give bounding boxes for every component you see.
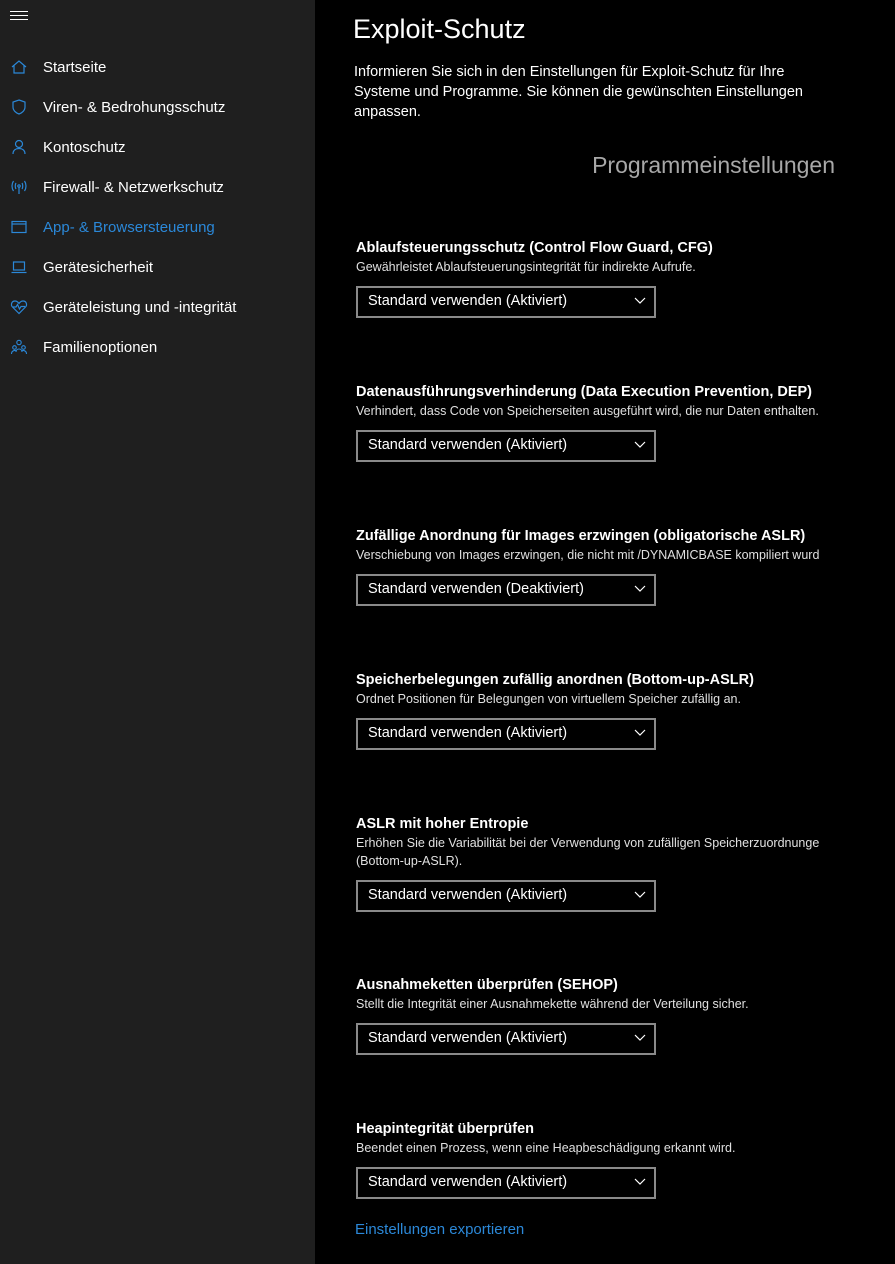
home-icon xyxy=(10,58,28,76)
sidebar-item-home[interactable] xyxy=(0,47,315,87)
setting-title: Datenausführungsverhinderung (Data Execution Prevention, DEP) xyxy=(356,384,813,400)
dropdown-value: Standard verwenden (Aktiviert) xyxy=(368,1174,568,1190)
sidebar-item-label: Kontoschutz xyxy=(43,138,126,156)
chevron-down-icon xyxy=(634,441,646,449)
setting-high-entropy-aslr xyxy=(356,815,856,912)
person-icon xyxy=(10,138,28,156)
dropdown-value: Standard verwenden (Aktiviert) xyxy=(368,293,568,309)
antenna-icon xyxy=(10,178,28,196)
setting-dep xyxy=(356,383,856,462)
setting-bottom-up-aslr xyxy=(356,671,856,750)
heart-pulse-icon xyxy=(10,298,28,316)
chevron-down-icon xyxy=(634,891,646,899)
family-icon xyxy=(10,338,28,356)
sidebar-item-label: Viren- & Bedrohungsschutz xyxy=(43,98,226,116)
sidebar-item-label: App- & Browsersteuerung xyxy=(43,218,215,236)
dropdown-value: Standard verwenden (Aktiviert) xyxy=(368,725,568,741)
chevron-down-icon xyxy=(634,1178,646,1186)
sidebar-item-device-security[interactable] xyxy=(0,247,315,287)
high-entropy-aslr-dropdown[interactable] xyxy=(356,880,656,912)
export-settings-link[interactable]: Einstellungen exportieren xyxy=(355,1221,525,1238)
sidebar-item-virus-protection[interactable] xyxy=(0,87,315,127)
setting-sehop xyxy=(356,976,856,1055)
setting-heap-integrity xyxy=(356,1120,856,1199)
heap-integrity-dropdown[interactable] xyxy=(356,1167,656,1199)
chevron-down-icon xyxy=(634,729,646,737)
setting-description: Ordnet Positionen für Belegungen von virtuellem Speicher zufällig an. xyxy=(356,692,741,706)
setting-title: Heapintegrität überprüfen xyxy=(356,1121,535,1137)
laptop-icon xyxy=(10,258,28,276)
sidebar-item-label: Familienoptionen xyxy=(43,338,158,356)
sidebar-item-label: Geräteleistung und -integrität xyxy=(43,298,237,316)
sidebar-item-account-protection[interactable] xyxy=(0,127,315,167)
app-window-icon xyxy=(10,218,28,236)
setting-title: ASLR mit hoher Entropie xyxy=(356,816,529,832)
dropdown-value: Standard verwenden (Deaktiviert) xyxy=(368,581,584,597)
setting-title: Ausnahmeketten überprüfen (SEHOP) xyxy=(356,977,618,993)
page-title: Exploit-Schutz xyxy=(353,14,526,44)
setting-description: Gewährleistet Ablaufsteuerungsintegrität für indirekte Aufrufe. xyxy=(356,260,696,274)
sidebar-item-firewall[interactable] xyxy=(0,167,315,207)
dropdown-value: Standard verwenden (Aktiviert) xyxy=(368,437,568,453)
shield-icon xyxy=(10,98,28,116)
hamburger-menu-icon[interactable] xyxy=(10,8,28,22)
dep-dropdown[interactable] xyxy=(356,430,656,462)
chevron-down-icon xyxy=(634,1034,646,1042)
sidebar-item-label: Startseite xyxy=(43,58,107,76)
setting-description: Verhindert, dass Code von Speicherseiten ausgeführt wird, die nur Daten enthalten. xyxy=(356,404,819,418)
main-content xyxy=(315,0,895,1264)
sehop-dropdown[interactable] xyxy=(356,1023,656,1055)
sidebar-item-app-browser-control[interactable] xyxy=(0,207,315,247)
sidebar xyxy=(0,0,315,1264)
section-title: Programmeinstellungen xyxy=(592,152,835,178)
setting-description: Verschiebung von Images erzwingen, die nicht mit /DYNAMICBASE kompiliert wurd xyxy=(356,548,820,562)
mandatory-aslr-dropdown[interactable] xyxy=(356,574,656,606)
setting-description: Stellt die Integrität einer Ausnahmekette während der Verteilung sicher. xyxy=(356,997,749,1011)
sidebar-item-device-performance[interactable] xyxy=(0,287,315,327)
page-description: Informieren Sie sich in den Einstellungen für Exploit-Schutz für Ihre Systeme und Programme. Sie können die gewünschten Einstellungen anpassen. xyxy=(354,64,803,120)
chevron-down-icon xyxy=(634,297,646,305)
setting-cfg xyxy=(356,239,856,318)
setting-description: Erhöhen Sie die Variabilität bei der Verwendung von zufälligen Speicherzuordnunge (Bottom-up-ASLR). xyxy=(356,836,820,868)
bottom-up-aslr-dropdown[interactable] xyxy=(356,718,656,750)
setting-title: Speicherbelegungen zufällig anordnen (Bottom-up-ASLR) xyxy=(356,672,754,688)
chevron-down-icon xyxy=(634,585,646,593)
sidebar-item-label: Firewall- & Netzwerkschutz xyxy=(43,178,224,196)
sidebar-item-family-options[interactable] xyxy=(0,327,315,367)
sidebar-item-label: Gerätesicherheit xyxy=(43,258,154,276)
setting-description: Beendet einen Prozess, wenn eine Heapbeschädigung erkannt wird. xyxy=(356,1141,736,1155)
dropdown-value: Standard verwenden (Aktiviert) xyxy=(368,887,568,903)
setting-title: Ablaufsteuerungsschutz (Control Flow Guard, CFG) xyxy=(356,240,713,256)
setting-title: Zufällige Anordnung für Images erzwingen (obligatorische ASLR) xyxy=(356,528,806,544)
dropdown-value: Standard verwenden (Aktiviert) xyxy=(368,1030,568,1046)
cfg-dropdown[interactable] xyxy=(356,286,656,318)
setting-mandatory-aslr xyxy=(356,527,856,606)
